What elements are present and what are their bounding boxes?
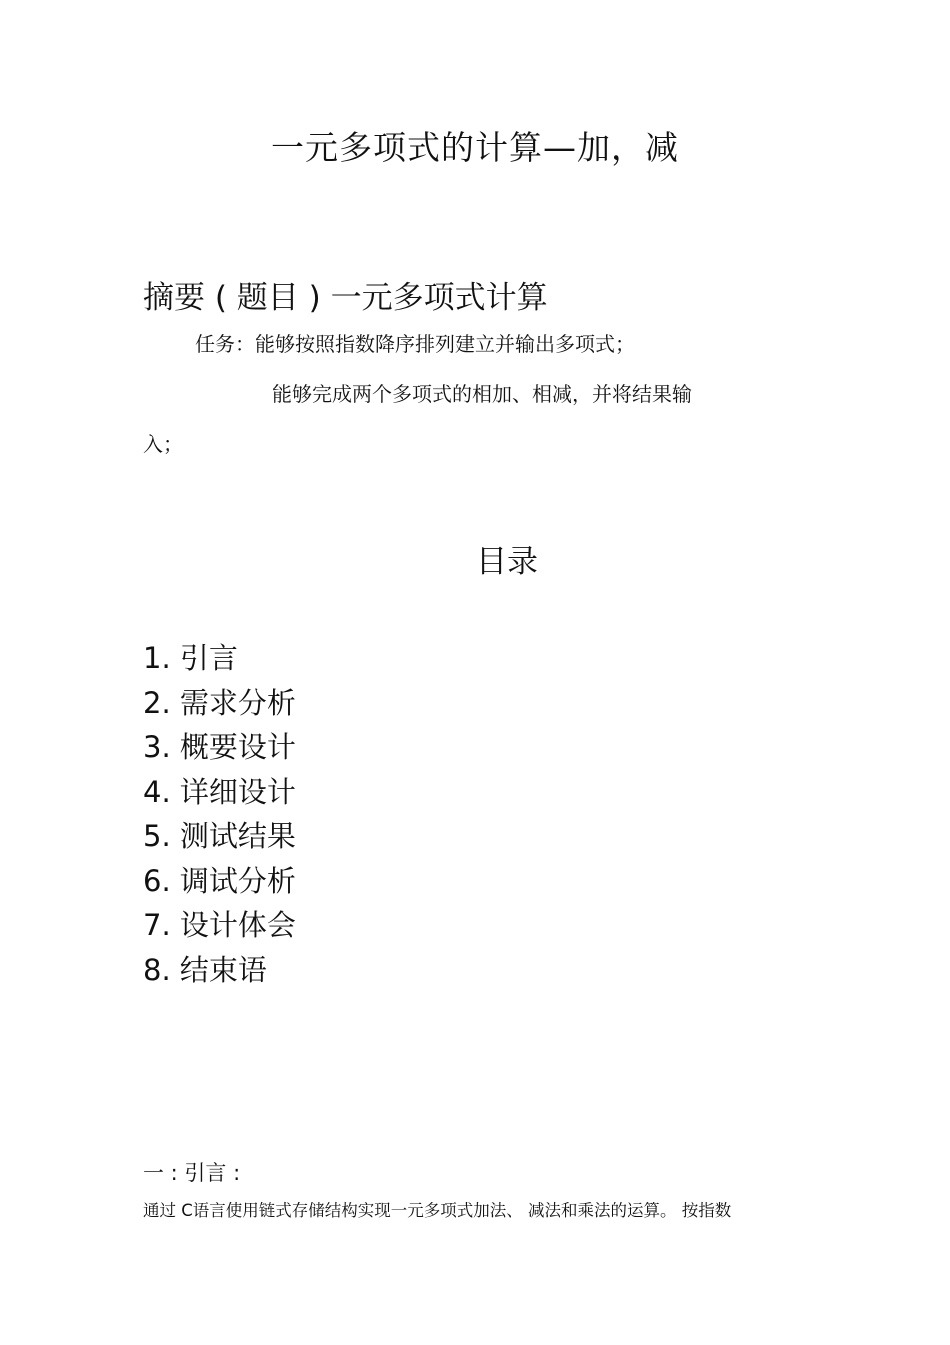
toc-item-introduction: 1. 引言 bbox=[143, 641, 238, 675]
toc-item-debug-analysis: 6. 调试分析 bbox=[143, 863, 296, 898]
document-title: 一元多项式的计算—加，减 bbox=[271, 128, 679, 167]
task-line-1: 任务：能够按照指数降序排列建立并输出多项式； bbox=[195, 332, 635, 356]
toc-item-requirements: 2. 需求分析 bbox=[143, 685, 296, 720]
toc-item-test-results: 5. 测试结果 bbox=[143, 819, 296, 853]
toc-item-design-reflection: 7. 设计体会 bbox=[143, 908, 296, 942]
intro-heading: 一 : 引言 : bbox=[143, 1161, 241, 1185]
toc-title: 目录 bbox=[476, 544, 538, 580]
task-line-2: 能够完成两个多项式的相加、相减，并将结果输 bbox=[272, 382, 692, 406]
toc-list bbox=[143, 636, 296, 992]
toc-item-overview-design: 3. 概要设计 bbox=[143, 730, 296, 764]
toc-item-conclusion: 8. 结束语 bbox=[143, 952, 267, 987]
toc-item-detailed-design: 4. 详细设计 bbox=[143, 774, 296, 809]
intro-body: 通过 C语言使用链式存储结构实现一元多项式加法、 减法和乘法的运算。 按指数 bbox=[143, 1201, 732, 1220]
abstract-heading: 摘要 ( 题目 ) 一元多项式计算 bbox=[143, 280, 548, 316]
task-line-3: 入； bbox=[143, 432, 183, 456]
